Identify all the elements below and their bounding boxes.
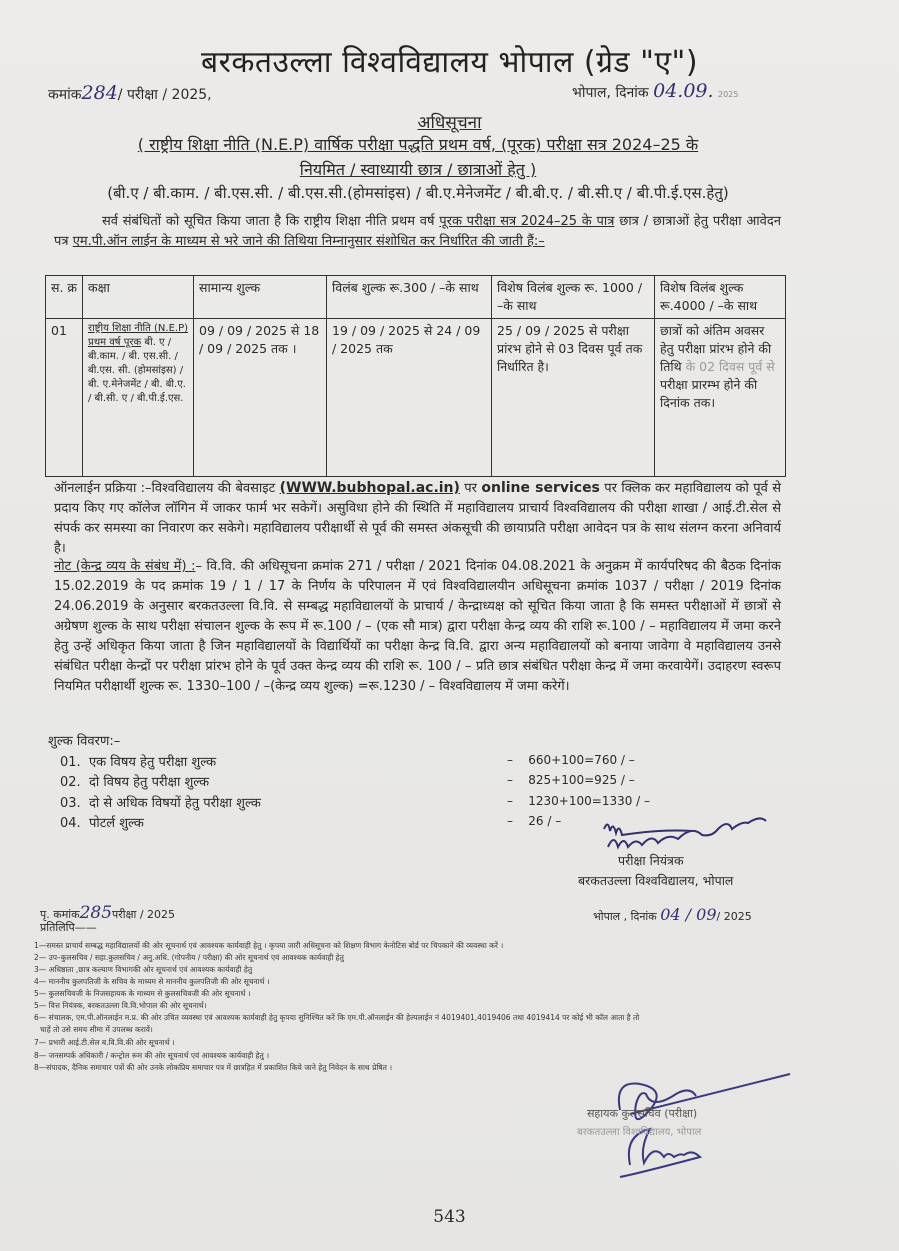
late-4000-text-a: छात्रों को अंतिम अवसर हेतु परीक्षा प्रांरभ होने की तिथि bbox=[660, 323, 772, 374]
cell-late-fee-4000 bbox=[655, 319, 786, 477]
endorsement-date bbox=[593, 905, 752, 924]
handwritten-endorsement-date: 04 / 09 bbox=[660, 905, 717, 924]
fee-amount: 660+100=760 / – bbox=[528, 753, 635, 767]
fee-label: एक विषय हेतु परीक्षा शुल्क bbox=[88, 755, 217, 770]
cell-sno: 01 bbox=[46, 319, 83, 477]
fee-dash: – bbox=[507, 814, 513, 828]
controller-designation: परीक्षा नियंत्रक bbox=[618, 853, 684, 868]
fee-details-heading: शुल्क विवरण:– bbox=[48, 734, 121, 749]
copy-recipient: 5— वित्त नियंत्रक, बरकतउल्ला वि.वि.भोपाल की ओर सूचनार्थ। bbox=[34, 1001, 207, 1010]
subject-line-2: नियमित / स्वाध्यायी छात्र / छात्राओं हेतु ) bbox=[299, 160, 537, 179]
fee-dash: – bbox=[507, 773, 513, 787]
assistant-registrar-organization: बरकतउल्ला विश्वविद्यालय, भोपाल bbox=[577, 1127, 702, 1138]
fee-no: 02. bbox=[60, 775, 81, 790]
schedule-table bbox=[45, 275, 786, 477]
subject-line-1: ( राष्ट्रीय शिक्षा नीति (N.E.P) वार्षिक परीक्षा पद्धति प्रथम वर्ष, (पूरक) परीक्षा सत्र 2024–25 के bbox=[137, 135, 699, 154]
date-year: 2025 bbox=[718, 90, 739, 99]
ref-suffix: / परीक्षा / 2025, bbox=[117, 87, 212, 103]
page-number: 543 bbox=[433, 1207, 466, 1227]
header-normal-fee: सामान्य शुल्क bbox=[194, 276, 327, 319]
fee-no: 04. bbox=[60, 816, 81, 831]
fee-item bbox=[60, 793, 261, 811]
online-process-label: ऑनलाईन प्रक्रिया :–विश्वविद्यालय की बेवसाइट bbox=[54, 481, 280, 496]
handwritten-endorsement-number: 285 bbox=[79, 903, 113, 923]
late-4000-faint: के 02 दिवस पूर्व से bbox=[685, 359, 775, 374]
late-4000-text-b: परीक्षा प्रारम्भ होने की दिनांक तक। bbox=[660, 377, 758, 410]
cell-late-fee-300: 19 / 09 / 2025 से 24 / 09 / 2025 तक bbox=[327, 319, 492, 477]
fee-item bbox=[60, 772, 209, 790]
copy-recipient: 8— जनसम्पर्क अधिकारी / कन्ट्रोल रूम की ओर सूचनार्थ एवं आवश्यक कार्यवाही हेतु । bbox=[34, 1051, 270, 1060]
endorsement-date-label: भोपाल , दिनांक bbox=[593, 910, 657, 923]
fee-value bbox=[507, 753, 635, 767]
notification-heading: अधिसूचना bbox=[417, 113, 482, 133]
cell-normal-fee: 09 / 09 / 2025 से 18 / 09 / 2025 तक । bbox=[194, 319, 327, 477]
copy-recipient: 8—संपादक, दैनिक समाचार पत्रों की ओर उनके लोकप्रिय समाचार पत्र में छात्रहित में प्रकाशित किये जाने हेतु निवेदन के साथ प्रेषित । bbox=[34, 1063, 393, 1072]
course-list: (बी.ए / बी.काम. / बी.एस.सी. / बी.एस.सी.(होमसांइस) / बी.ए.मेनेजमेंट / बी.बी.ए. / बी.सी.ए / बी.पी.ई.एस.हेतु) bbox=[107, 184, 729, 202]
fee-label: दो से अधिक विषयों हेतु परीक्षा शुल्क bbox=[88, 796, 261, 811]
copy-recipient: 3— अधिष्ठाता ,छात्र कल्याण विभागकी ओर सूचनार्थ एवं आवश्यक कार्यवाही हेतु bbox=[34, 965, 253, 974]
intro-underlined-2: एम.पी.ऑन लाईन के माध्यम से भरे जाने की तिथिया निम्नानुसार संशोधित कर निर्धारित की जाती हैं:– bbox=[72, 234, 545, 249]
cell-late-fee-1000: 25 / 09 / 2025 से परीक्षा प्रांरभ होने से 03 दिवस पूर्व तक निर्धारित है। bbox=[492, 319, 655, 477]
issue-date bbox=[572, 80, 738, 102]
endorsement-date-year: / 2025 bbox=[716, 910, 752, 923]
fee-label: दो विषय हेतु परीक्षा शुल्क bbox=[88, 775, 210, 790]
fee-amount: 26 / – bbox=[528, 814, 562, 828]
fee-item bbox=[60, 813, 144, 831]
cell-class bbox=[83, 319, 194, 477]
table-row bbox=[46, 319, 786, 477]
copy-recipient: 5— कुलसचिवजी के निजसहायक के माध्यम से कुलसचिवजी की ओर सूचनार्थ । bbox=[34, 989, 251, 998]
note-label: नोट (केन्द्र व्यय के संबंध में) : bbox=[54, 559, 196, 574]
copy-recipient: 6— संचालक, एम.पी.ऑनलाईन म.प्र. की ओर उचित व्यवस्था एवं आवश्यक कार्यवाही हेतु कृपया सुनिश्चित करें कि एम.पी.ऑनलाईन की हेल्पलाईन नं 4019401,4019406 तथा 4019414 पर कोई भी कॉल आता है तो bbox=[34, 1013, 640, 1022]
fee-dash: – bbox=[507, 753, 513, 767]
copy-recipient: 1—समस्त प्राचार्य सम्बद्ध महाविद्यालयों की ओर सूचनार्थ एवं आवश्यक कार्यवाही हेतु । कृपया जारी अधिसूचना को शिक्षण विभाग केनोटिस बोर्ड पर चिपकाने की व्यवस्था करें । bbox=[34, 941, 504, 950]
online-process-paragraph bbox=[54, 478, 781, 559]
note-text: – वि.वि. की अधिसूचना क्रमांक 271 / परीक्षा / 2021 दिनांक 04.08.2021 के अनुक्रम में कार्यपरिषद की बैठक दिनांक 15.02.2019 के पद क्रमांक 19 / 1 / 17 के निर्णय के परिपालन में एवं विश्वविद्यालयीन अधिसूचना क्रमांक 1037 / परीक्षा / 2019 दिनांक 24.06.2019 के अनुसार बरकतउल्ला वि.वि. से सम्बद्ध महाविद्यालयों के प्राचार्य / केन्द्राध्यक्ष को सूचित किया जाता है कि समस्त परीक्षाओं में छात्रों से अग्रेषण शुल्क के साथ परीक्षा संचालन शुल्क के रूप में रू.100 / – (एक सौ मात्र) द्वारा परीक्षा केन्द्र व्यय की राशि रू.100 / – महाविद्यालय में जमा करने हेतु उन्हें अधिकृत किया जाता है जिन महाविद्यालयों के विद्यार्थियों का परीक्षा केन्द्र वि.वि. द्वारा अन्य महाविद्यालयों को बनाया जावेगा वे महाविद्यालय उनसे संबंधित परीक्षा केन्द्रों पर परीक्षा प्रांरभ होने के पूर्व उक्त केन्द्र व्यय की राशि रू. 100 / – प्रति छात्र संबंधित परीक्षा केन्द्र में जमा करवायेगें। उदाहरण स्वरूप नियमित परीक्षार्थी शुल्क रू. 1330–100 / –(केन्द्र व्यय शुल्क) =रू.1230 / – विश्वविद्यालय में जमा करेगें। bbox=[54, 559, 781, 694]
copy-recipient: 4— माननीय कुलपतिजी के सचिव के माध्यम से माननीय कुलपतिजी की ओर सूचनार्थ । bbox=[34, 977, 270, 986]
fee-value bbox=[507, 814, 561, 828]
intro-paragraph bbox=[54, 212, 781, 252]
fee-amount: 1230+100=1330 / – bbox=[528, 794, 651, 808]
fee-dash: – bbox=[507, 794, 513, 808]
table-header-row bbox=[46, 276, 786, 319]
header-late-fee-1000: विशेष विलंब शुल्क रू. 1000 / –के साथ bbox=[492, 276, 655, 319]
fee-label: पोटर्ल शुल्क bbox=[88, 816, 144, 831]
note-paragraph bbox=[54, 557, 781, 697]
controller-organization: बरकतउल्ला विश्वविद्यालय, भोपाल bbox=[578, 873, 734, 888]
notification-subject bbox=[48, 132, 788, 182]
handwritten-ref-number: 284 bbox=[81, 82, 118, 104]
assistant-registrar-designation: सहायक कुलसचिव (परीक्षा) bbox=[587, 1107, 698, 1120]
fee-no: 03. bbox=[60, 796, 81, 811]
class-underlined: राष्ट्रीय शिक्षा नीति (N.E.P) प्रथम वर्ष पूरक bbox=[88, 323, 189, 348]
endorsement-ref-prefix: पृ. कमांक bbox=[40, 908, 80, 921]
online-mid: पर bbox=[459, 481, 482, 496]
fee-no: 01. bbox=[60, 755, 81, 770]
header-late-fee-300: विलंब शुल्क रू.300 / –के साथ bbox=[327, 276, 492, 319]
university-title: बरकतउल्ला विश्वविद्यालय भोपाल (ग्रेड "ए") bbox=[200, 45, 699, 80]
class-rest: बी. ए / बी.काम. / बी. एस.सी. / बी.एस. सी. (होमसांइस) / बी. ए.मेनेजमेंट / बी. बी.ए. / बी.सी. ए / बी.पी.ई.एस. bbox=[88, 337, 186, 404]
intro-text-1: सर्व संबंधितों को सूचित किया जाता है कि राष्ट्रीय शिक्षा नीति प्रथम वर्ष bbox=[102, 214, 440, 229]
date-label: भोपाल, दिनांक bbox=[572, 85, 649, 101]
online-services-text: online services bbox=[481, 480, 600, 496]
copy-recipient: चाहें तो उसे समय सीमा में उपलब्ध करावें। bbox=[40, 1025, 153, 1034]
online-process-text: पर क्लिक कर महाविद्यालय को पूर्व से प्रदाय किए गए कॉलेज लॉगिन में जाकर फार्म भर सकेगें। असुविधा होने की स्थिति में महाविद्यालय प्राचार्य विश्वविद्यालय की परीक्षा शाखा / आई.टी.सेल से संपर्क कर समस्या का निवारण कर सकेगे। महाविद्यालय परीक्षार्थी से पूर्व की समस्त अंकसूची की छायाप्रति परीक्षा आवेदन पत्र के साथ संलग्न करना अनिवार्य है। bbox=[54, 481, 782, 556]
intro-underlined-1: पूरक परीक्षा सत्र 2024–25 के पात्र bbox=[439, 214, 615, 229]
university-website-link[interactable]: (WWW.bubhopal.ac.in) bbox=[279, 480, 460, 496]
fee-value bbox=[507, 794, 650, 808]
copy-recipient: 2— उप–कुलसचिव / सहा.कुलसचिव / अनु.अधि. (गोपनीय / परीक्षा) की ओर सूचनार्थ एवं आवश्यक कार्यवाही हेतु bbox=[34, 953, 344, 962]
endorsement-ref-suffix: परीक्षा / 2025 bbox=[112, 908, 176, 921]
intro-text-2: छात्र / छात्राओं हेतु परीक्षा आवेदन पत्र bbox=[54, 214, 782, 249]
fee-item bbox=[60, 752, 216, 770]
fee-value bbox=[507, 773, 635, 787]
ref-prefix: कमांक bbox=[48, 87, 82, 103]
header-sno: स. क्र bbox=[46, 276, 83, 319]
reference-number bbox=[48, 82, 212, 104]
header-class: कक्षा bbox=[83, 276, 194, 319]
copy-to-label: प्रतिलिपि—— bbox=[40, 921, 97, 934]
handwritten-date: 04.09. bbox=[653, 80, 714, 102]
header-late-fee-4000: विशेष विलंब शुल्क रू.4000 / –के साथ bbox=[655, 276, 786, 319]
fee-amount: 825+100=925 / – bbox=[528, 773, 635, 787]
copy-recipient: 7— प्रभारी आई.टी.सेल ब.वि.वि.की ओर सूचनार्थ । bbox=[34, 1038, 175, 1047]
